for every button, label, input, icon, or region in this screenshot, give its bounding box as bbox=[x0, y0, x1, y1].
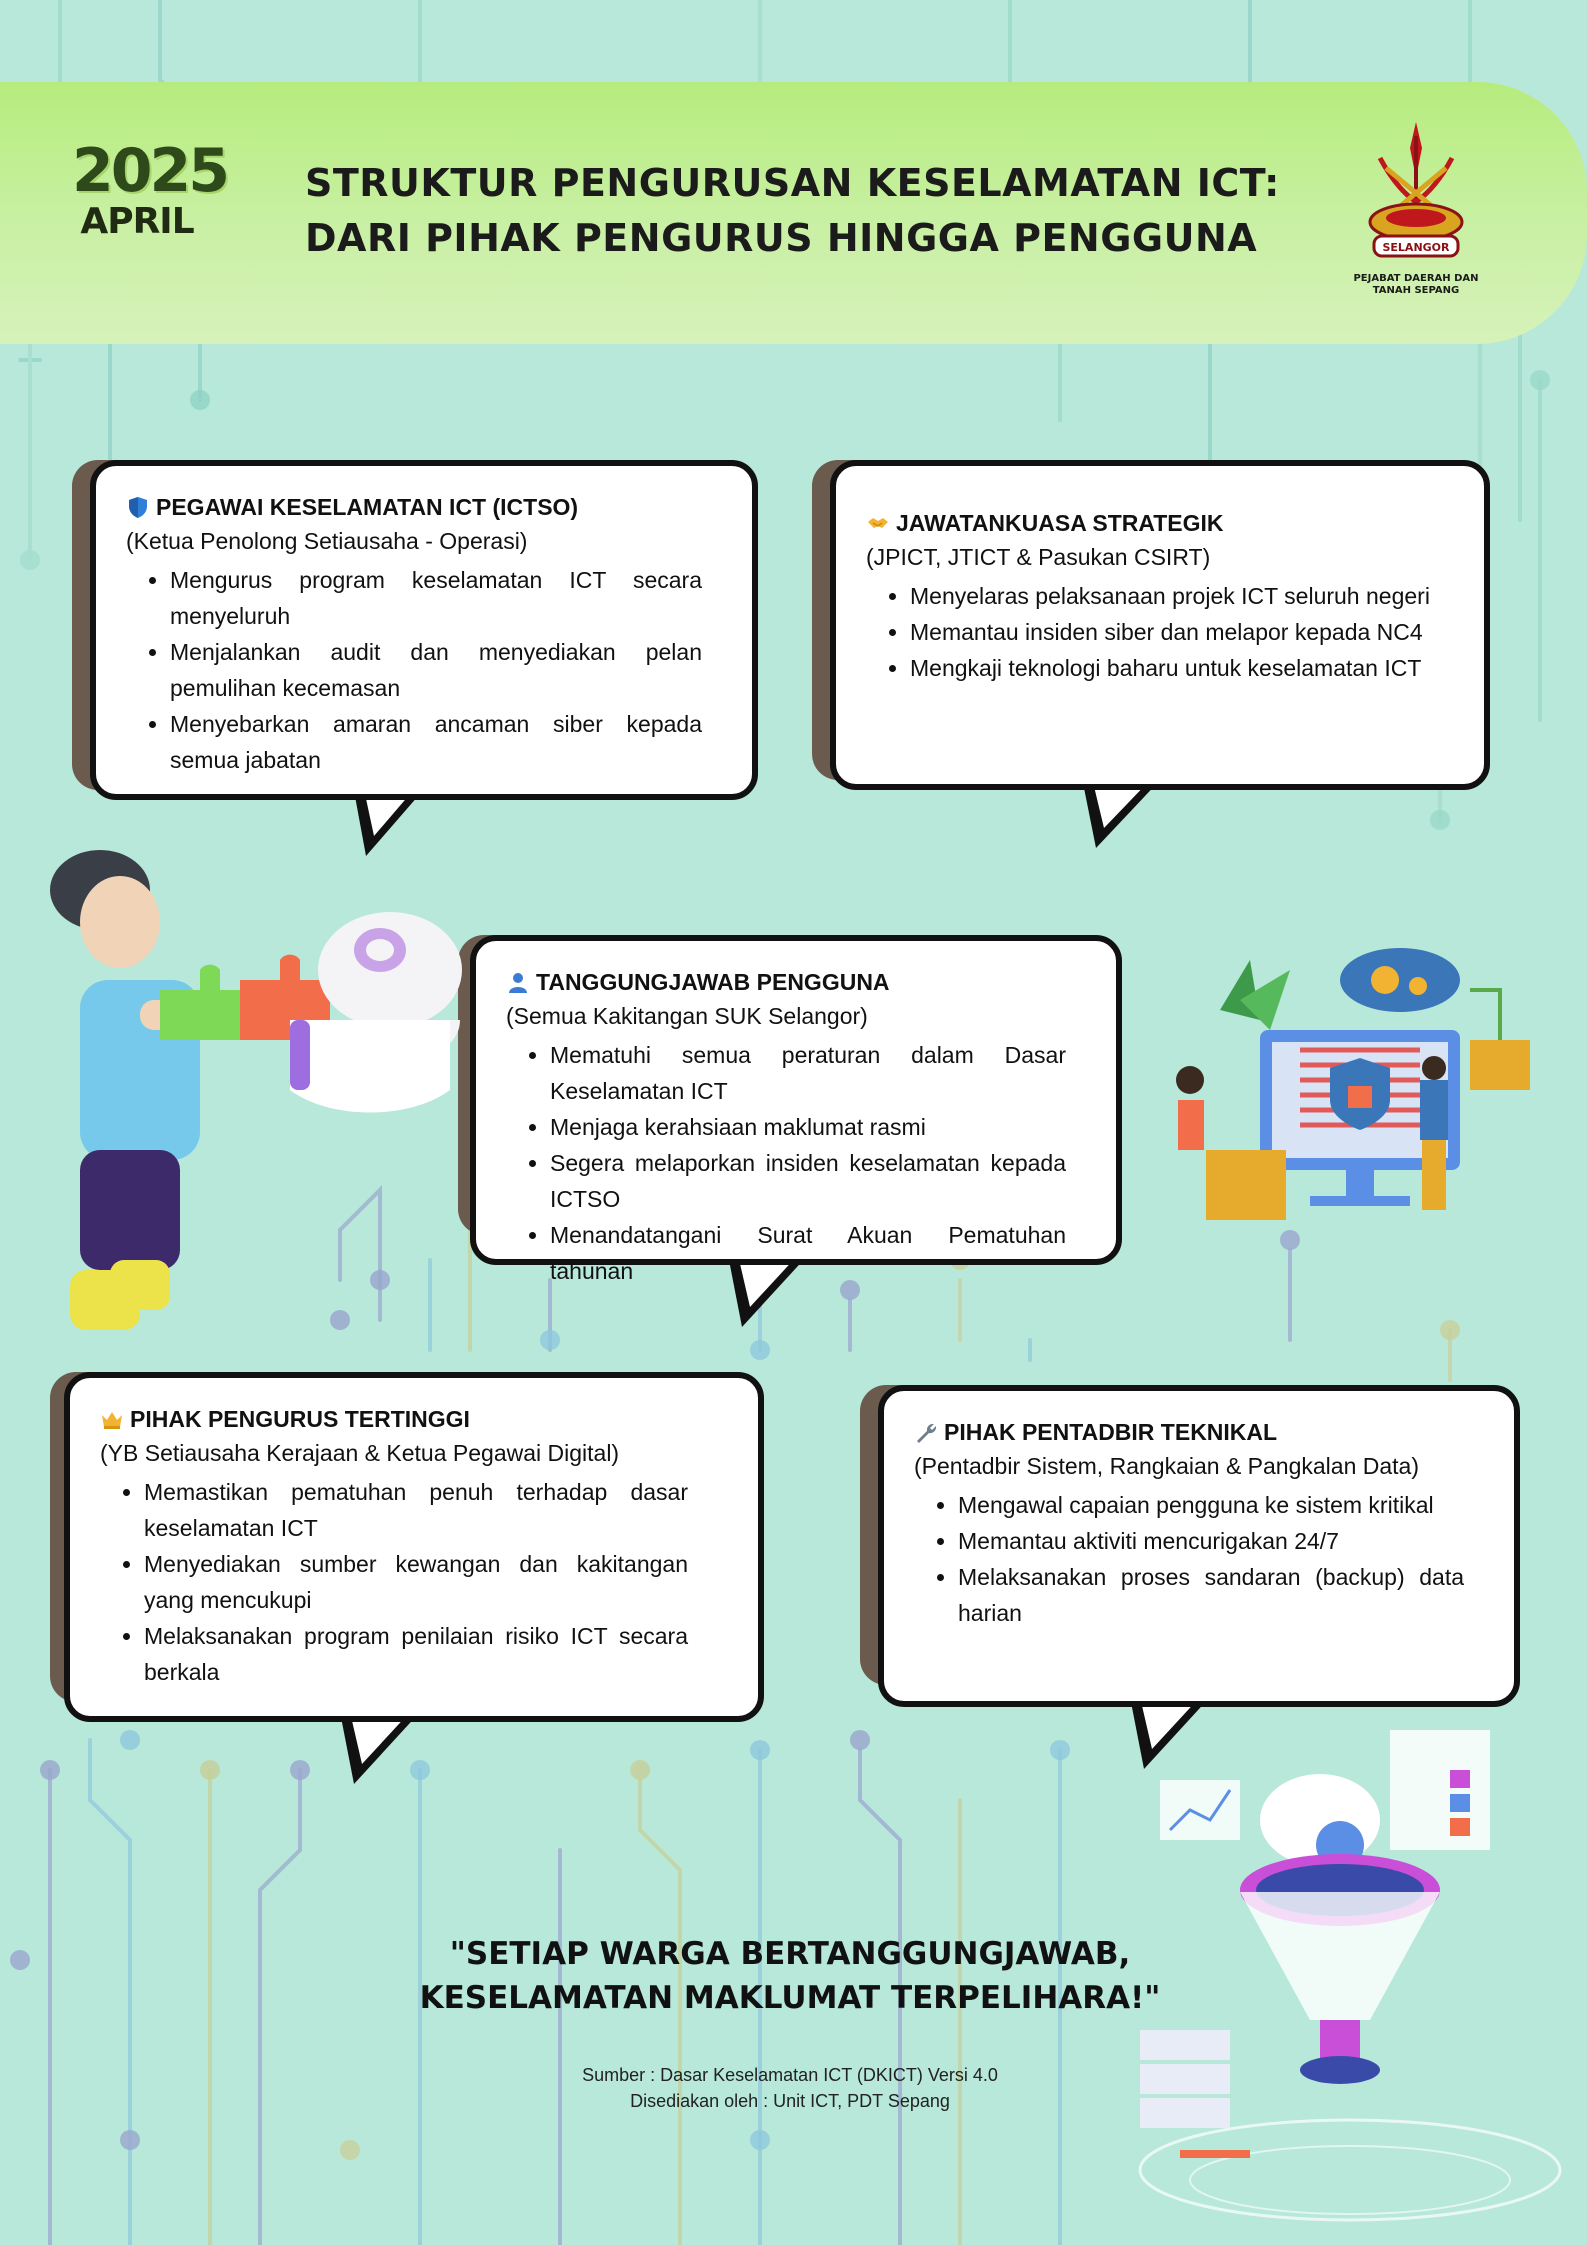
card-title bbox=[914, 1415, 1464, 1449]
logo-caption bbox=[1340, 273, 1492, 297]
title-line-2: DARI PIHAK PENGURUS HINGGA PENGGUNA bbox=[305, 216, 1258, 260]
page-title bbox=[305, 156, 1305, 266]
quote-line-2: KESELAMATAN MAKLUMAT TERPELIHARA!" bbox=[419, 1980, 1161, 2016]
closing-quote bbox=[380, 1932, 1200, 2020]
list-item: • Melaksanakan proses sandaran (backup) data harian bbox=[958, 1559, 1464, 1631]
list-item: • Mengkaji teknologi baharu untuk keselamatan ICT bbox=[910, 650, 1434, 686]
quote-line-1: "SETIAP WARGA BERTANGGUNGJAWAB, bbox=[449, 1936, 1131, 1972]
card-list bbox=[126, 562, 702, 778]
handshake-icon bbox=[866, 511, 890, 535]
year-text: 2025 bbox=[72, 136, 227, 206]
card-title-text: PEGAWAI KESELAMATAN ICT (ICTSO) bbox=[156, 494, 579, 520]
card-subtitle: (JPICT, JTICT & Pasukan CSIRT) bbox=[866, 544, 1211, 570]
card-ictso bbox=[72, 460, 772, 860]
logo-caption-line-1: PEJABAT DAERAH DAN bbox=[1353, 273, 1479, 284]
wrench-icon bbox=[914, 1420, 938, 1444]
selangor-crest-icon bbox=[1356, 118, 1476, 268]
list-item: • Menjalankan audit dan menyediakan pelan pemulihan kecemasan bbox=[170, 634, 702, 706]
list-item: • Menjaga kerahsiaan maklumat rasmi bbox=[550, 1109, 1066, 1145]
list-item: • Menandatangani Surat Akuan Pematuhan tahunan bbox=[550, 1217, 1066, 1289]
card-title-text: TANGGUNGJAWAB PENGGUNA bbox=[536, 969, 890, 995]
card-title bbox=[100, 1402, 708, 1436]
date-badge bbox=[72, 136, 227, 242]
monitor-security-illustration bbox=[1160, 940, 1540, 1230]
list-item: • Mengurus program keselamatan ICT secara menyeluruh bbox=[170, 562, 702, 634]
list-item: • Menyebarkan amaran ancaman siber kepada semua jabatan bbox=[170, 706, 702, 778]
card-list bbox=[914, 1487, 1464, 1631]
card-teknikal bbox=[860, 1385, 1520, 1765]
card-pengurus bbox=[50, 1372, 770, 1782]
robot-illustration bbox=[150, 910, 470, 1130]
card-title-text: JAWATANKUASA STRATEGIK bbox=[896, 510, 1224, 536]
month-text: APRIL bbox=[80, 201, 194, 242]
card-list bbox=[866, 578, 1434, 686]
crown-icon bbox=[100, 1407, 124, 1431]
card-title-text: PIHAK PENTADBIR TEKNIKAL bbox=[944, 1419, 1278, 1445]
list-item: • Segera melaporkan insiden keselamatan kepada ICTSO bbox=[550, 1145, 1066, 1217]
list-item: • Mengawal capaian pengguna ke sistem kritikal bbox=[958, 1487, 1464, 1523]
logo-caption-line-2: TANAH SEPANG bbox=[1372, 285, 1460, 296]
card-subtitle: (YB Setiausaha Kerajaan & Ketua Pegawai Digital) bbox=[100, 1440, 620, 1466]
list-item: • Memastikan pematuhan penuh terhadap dasar keselamatan ICT bbox=[144, 1474, 688, 1546]
card-list bbox=[100, 1474, 708, 1690]
card-body bbox=[64, 1372, 764, 1722]
card-subtitle: (Ketua Penolong Setiausaha - Operasi) bbox=[126, 528, 528, 554]
shield-icon bbox=[126, 495, 150, 519]
card-body bbox=[830, 460, 1490, 790]
list-item: • Melaksanakan program penilaian risiko ICT secara berkala bbox=[144, 1618, 688, 1690]
logo-banner: SELANGOR bbox=[1382, 241, 1450, 254]
card-pengguna bbox=[458, 935, 1128, 1315]
card-subtitle: (Pentadbir Sistem, Rangkaian & Pangkalan Data) bbox=[914, 1453, 1420, 1479]
list-item: • Menyediakan sumber kewangan dan kakitangan yang mencukupi bbox=[144, 1546, 688, 1618]
card-subtitle: (Semua Kakitangan SUK Selangor) bbox=[506, 1003, 868, 1029]
title-line-1: STRUKTUR PENGURUSAN KESELAMATAN ICT: bbox=[305, 161, 1280, 205]
logo bbox=[1340, 118, 1492, 297]
source-text: Sumber : Dasar Keselamatan ICT (DKICT) Versi 4.0 bbox=[582, 2065, 998, 2085]
card-title bbox=[506, 965, 1066, 999]
prepared-by-text: Disediakan oleh : Unit ICT, PDT Sepang bbox=[630, 2091, 950, 2111]
list-item: • Mematuhi semua peraturan dalam Dasar Keselamatan ICT bbox=[550, 1037, 1066, 1109]
card-list bbox=[506, 1037, 1066, 1289]
card-title bbox=[126, 490, 702, 524]
user-icon bbox=[506, 970, 530, 994]
card-body bbox=[90, 460, 758, 800]
card-body bbox=[878, 1385, 1520, 1707]
list-item: • Menyelaras pelaksanaan projek ICT seluruh negeri bbox=[910, 578, 1434, 614]
card-title bbox=[866, 506, 1434, 540]
source-credits bbox=[480, 2062, 1100, 2114]
card-body bbox=[470, 935, 1122, 1284]
card-strategik bbox=[812, 460, 1492, 850]
list-item: • Memantau aktiviti mencurigakan 24/7 bbox=[958, 1523, 1464, 1559]
card-title-text: PIHAK PENGURUS TERTINGGI bbox=[130, 1406, 470, 1432]
list-item: • Memantau insiden siber dan melapor kepada NC4 bbox=[910, 614, 1434, 650]
speech-tail bbox=[340, 1712, 490, 1788]
